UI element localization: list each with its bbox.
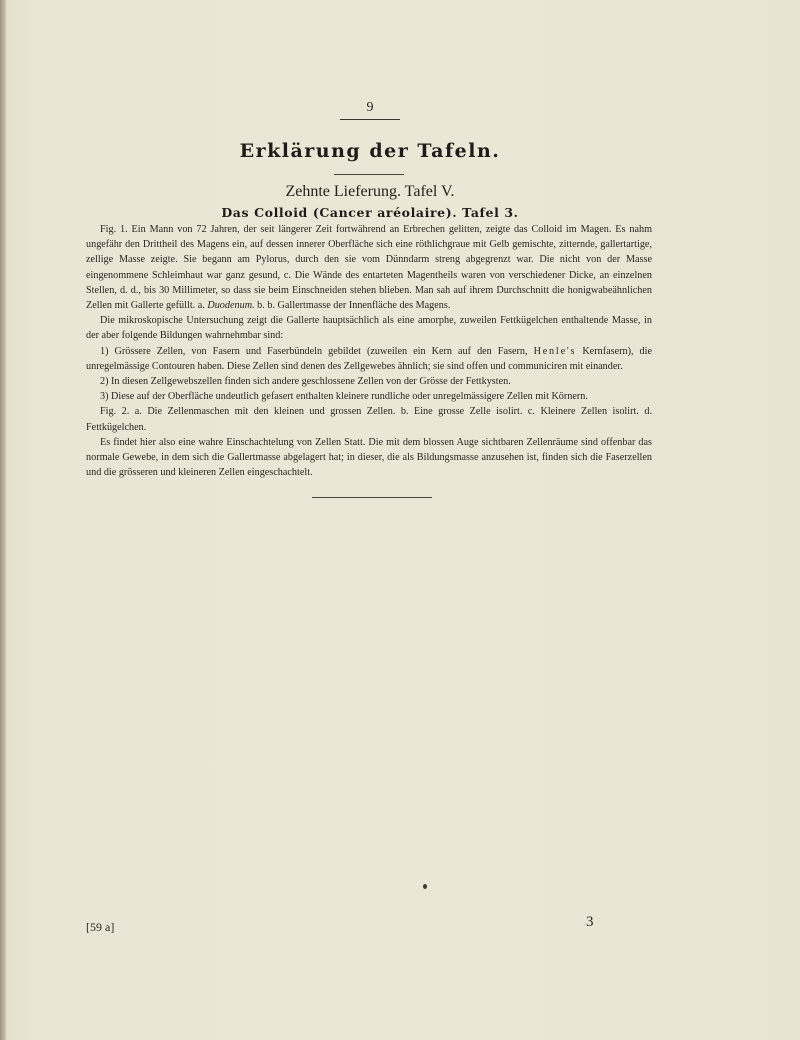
paragraph-conclusion: Es findet hier also eine wahre Einschachtelung von Zellen Statt. Die mit dem blossen Auge sichtbaren Zellenräume sind offenbar das normale Gewebe, in dem sich die Gallertmasse abgelagert hat; in dieser, die als Bildungsmasse anzusehen ist, finden sich die Faserzellen und die grösseren und kleineren Zellen eingeschachtelt. [86, 436, 652, 479]
paper-speck [423, 884, 427, 889]
paragraph-fig1 [86, 222, 652, 313]
fig1-text-b: b. b. Gallertmasse der Innenfläche des Magens. [254, 300, 451, 312]
paragraph-item-2: 2) In diesen Zellgewebszellen finden sich andere geschlossene Zellen von der Grösse der Fettkysten. [100, 376, 511, 388]
rule-under-title [334, 174, 404, 175]
rule-under-page-number [340, 119, 400, 120]
paragraph-item-1 [86, 344, 652, 374]
closing-rule [312, 497, 432, 498]
paragraph-microscopy: Die mikroskopische Untersuchung zeigt die Gallerte hauptsächlich als eine amorphe, zuweilen Fettkügelchen enthaltende Masse, in der aber folgende Bildungen wahrnehmbar sind: [86, 315, 652, 342]
signature-mark: [59 a] [86, 920, 115, 934]
plate-heading: Das Colloid (Cancer aréolaire). Tafel 3. [221, 205, 519, 220]
fig1-text-a: Fig. 1. Ein Mann von 72 Jahren, der seit längerer Zeit fortwährend an Erbrechen gelitten, zeigte das Colloid im Magen. Es nahm ungefähr den Drittheil des Magens ein, auf dessen innerer Oberfläche sich eine röthlichgraue mit Gelb gemischte, zitternde, gallertartige, zellige Masse zeigte. Sie begann am Pylorus, durch den sie vom Dünndarm streng abgegrenzt war. Die nicht von der Masse eingenommene Schleimhaut war ganz gesund, c. Die Wände des entarteten Magentheils waren von verschiedener Dicke, an einzelnen Stellen, d. d., bis 30 Millimeter, so dass sie beim Einschneiden stehen blieben. Man sah auf ihrem Durchschnitt die honigwabeähnlichen Zellen mit Gallerte gefüllt. a. [86, 224, 652, 312]
body-text [86, 222, 652, 480]
item1-text-a: 1) Grössere Zellen, von Fasern und Faserbündeln gebildet (zuweilen ein Kern auf den Fasern, [100, 345, 534, 357]
paragraph-item-3: 3) Diese auf der Oberfläche undeutlich gefasert enthalten kleinere rundliche oder unregelmässigere Zellen mit Körnern. [100, 391, 588, 403]
fig1-duodenum: Duodenum. [207, 300, 255, 312]
binding-edge [0, 0, 6, 1040]
item1-henle: Henle's [533, 345, 577, 357]
paragraph-fig2: Fig. 2. a. Die Zellenmaschen mit den kleinen und grossen Zellen. b. Eine grosse Zelle isolirt. c. Kleinere Zellen isolirt. d. Fettkügelchen. [86, 406, 652, 433]
page-number-top: 9 [366, 100, 374, 115]
subtitle: Zehnte Lieferung. Tafel V. [285, 183, 455, 200]
item1-text-b: Kernfasern), die unregelmässige Contouren haben. Diese Zellen sind denen des Zellgewebes ähnlich; sie sind offen und communiciren mit einander. [86, 345, 653, 372]
page-number-bottom: 3 [586, 914, 594, 930]
page-title: Erklärung der Tafeln. [239, 140, 501, 162]
